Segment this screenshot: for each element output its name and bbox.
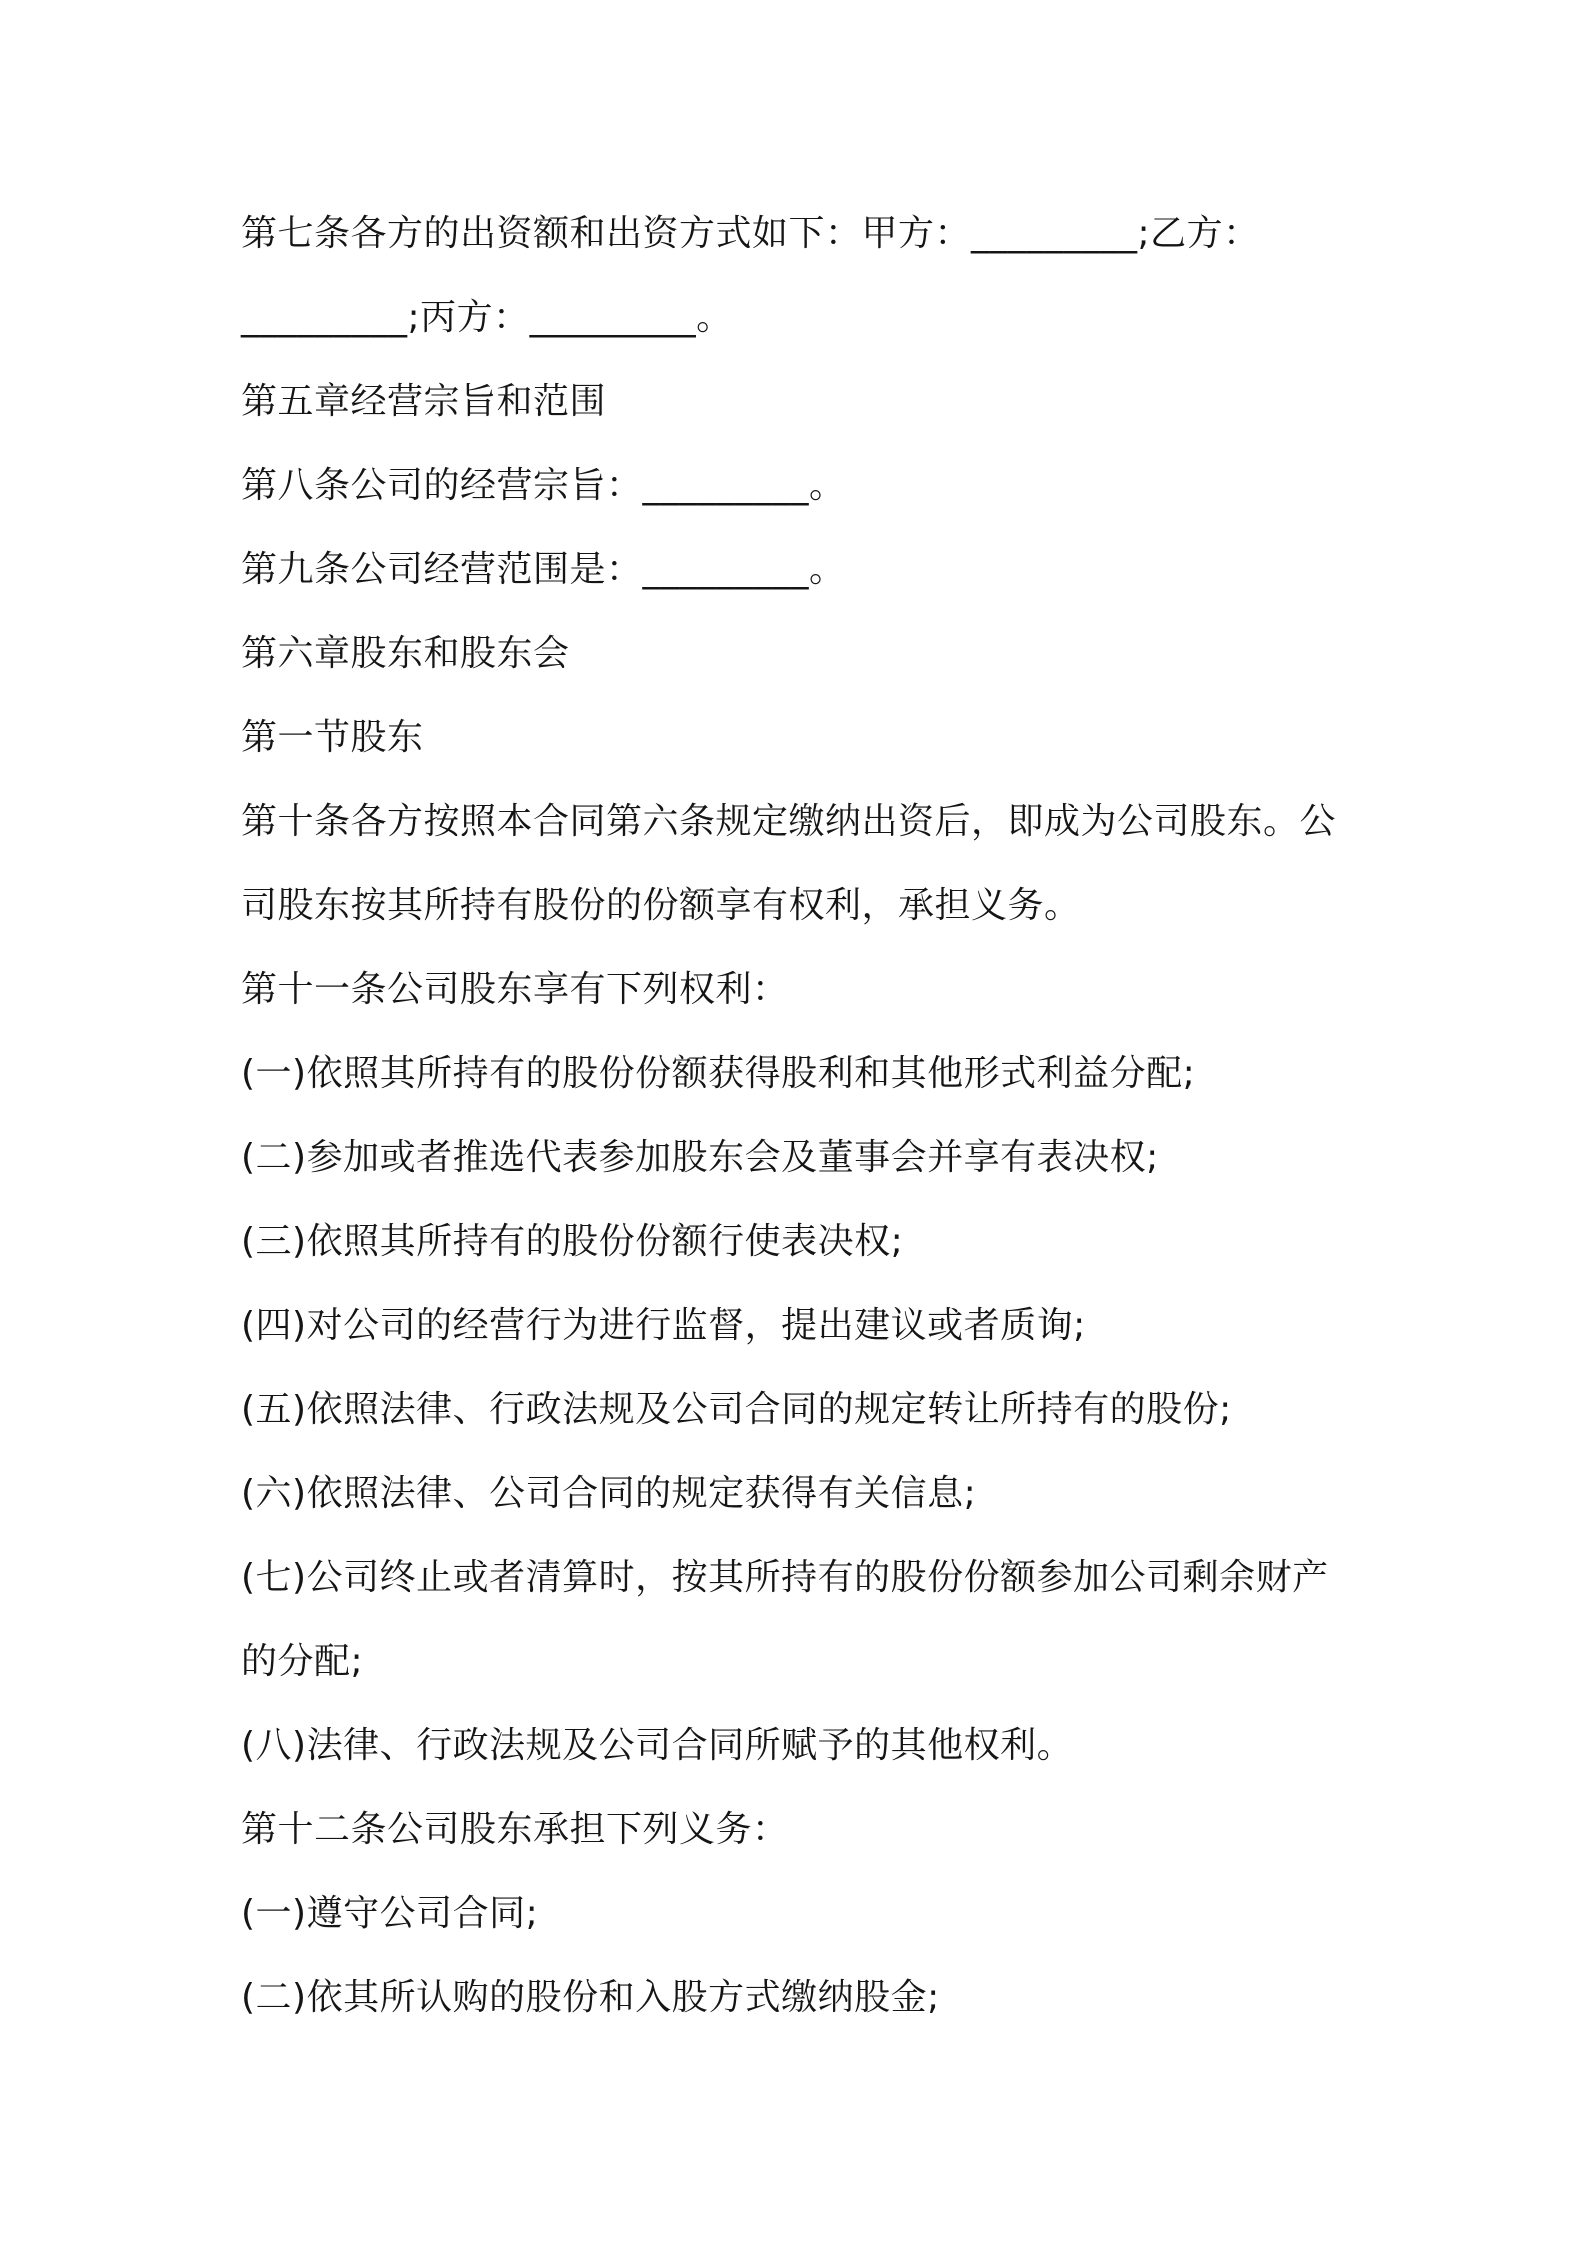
article-8: 第八条公司的经营宗旨：_________。 [241,465,846,506]
article-9: 第九条公司经营范围是：_________。 [241,549,846,590]
obligation-item-2: (二)依其所认购的股份和入股方式缴纳股金; [241,1977,940,2018]
right-item-1: (一)依照其所持有的股份份额获得股利和其他形式利益分配; [241,1053,1196,1094]
right-item-3: (三)依照其所持有的股份份额行使表决权; [241,1221,904,1262]
chapter-5-heading: 第五章经营宗旨和范围 [241,381,607,422]
right-item-6: (六)依照法律、公司合同的规定获得有关信息; [241,1473,977,1514]
right-item-8: (八)法律、行政法规及公司合同所赋予的其他权利。 [241,1725,1074,1766]
article-10-line-1: 第十条各方按照本合同第六条规定缴纳出资后，即成为公司股东。公 [241,801,1337,842]
right-item-2: (二)参加或者推选代表参加股东会及董事会并享有表决权; [241,1137,1159,1178]
article-7-line-1: 第七条各方的出资额和出资方式如下：甲方：_________;乙方： [241,213,1260,254]
section-1-heading: 第一节股东 [241,717,424,758]
right-item-5: (五)依照法律、行政法规及公司合同的规定转让所持有的股份; [241,1389,1232,1430]
article-12-heading: 第十二条公司股东承担下列义务： [241,1809,789,1850]
chapter-6-heading: 第六章股东和股东会 [241,633,570,674]
right-item-7-line-1: (七)公司终止或者清算时，按其所持有的股份份额参加公司剩余财产 [241,1557,1329,1598]
article-10-line-2: 司股东按其所持有股份的份额享有权利，承担义务。 [241,885,1081,926]
right-item-7-line-2: 的分配; [241,1641,364,1682]
article-7-line-2: _________;丙方：_________。 [241,297,733,338]
obligation-item-1: (一)遵守公司合同; [241,1893,539,1934]
article-11-heading: 第十一条公司股东享有下列权利： [241,969,789,1010]
right-item-4: (四)对公司的经营行为进行监督，提出建议或者质询; [241,1305,1086,1346]
document-body [241,192,1361,2040]
